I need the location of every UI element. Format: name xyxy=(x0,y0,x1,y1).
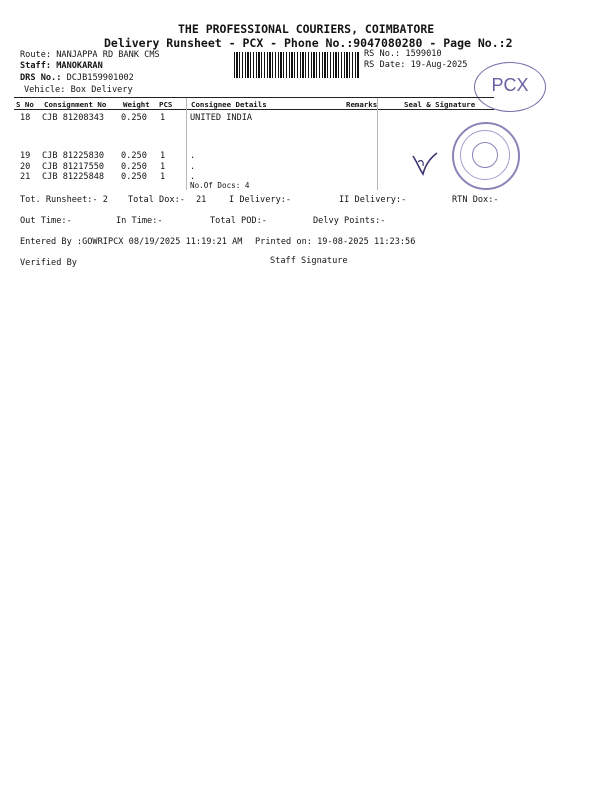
printed-on: Printed on: 19-08-2025 11:23:56 xyxy=(255,237,416,247)
row-20-details: . xyxy=(190,162,196,172)
signature-mark xyxy=(410,150,440,176)
divider-remarks xyxy=(377,98,378,190)
table-header-border xyxy=(14,109,494,110)
row-19-weight: 0.250 xyxy=(121,151,147,161)
route-label: Route: NANJAPPA RD BANK CMS xyxy=(20,50,160,60)
row-21-details: . xyxy=(190,172,196,182)
col-remarks: Remarks xyxy=(346,100,378,109)
rs-date: RS Date: 19-Aug-2025 xyxy=(364,60,468,70)
row-19-cn: CJB 81225830 xyxy=(42,151,105,161)
sheet-title: Delivery Runsheet - PCX - Phone No.:9047080280 - Page No.:2 xyxy=(104,36,513,50)
row-18-pcs: 1 xyxy=(160,113,166,123)
i-delivery: I Delivery:- xyxy=(229,195,292,205)
barcode xyxy=(234,52,360,78)
col-consignee: Consignee Details xyxy=(191,100,267,109)
col-pcs: PCS xyxy=(159,100,173,109)
verified-by: Verified By xyxy=(20,258,77,268)
row-20-weight: 0.250 xyxy=(121,162,147,172)
row-21-pcs: 1 xyxy=(160,172,166,182)
in-time: In Time:- xyxy=(116,216,163,226)
staff-line xyxy=(20,61,103,71)
delvy-points: Delvy Points:- xyxy=(313,216,386,226)
row-18-weight: 0.250 xyxy=(121,113,147,123)
total-pod: Total POD:- xyxy=(210,216,267,226)
pcx-stamp xyxy=(474,62,546,112)
col-weight: Weight xyxy=(123,100,150,109)
staff-label: Staff: xyxy=(20,61,57,71)
row-20-sno: 20 xyxy=(20,162,31,172)
divider-consignee xyxy=(186,98,187,190)
col-seal-signature: Seal & Signature xyxy=(404,100,476,109)
staff-name: MANOKARAN xyxy=(56,61,103,71)
row-18-cn: CJB 81208343 xyxy=(42,113,105,123)
total-dox-label: Total Dox:- xyxy=(128,195,185,205)
entered-by: Entered By :GOWRIPCX 08/19/2025 11:19:21 AM xyxy=(20,237,243,247)
row-21-weight: 0.250 xyxy=(121,172,147,182)
col-sno: S No xyxy=(16,100,34,109)
drs-label: DRS No.: xyxy=(20,73,67,83)
row-21-sno: 21 xyxy=(20,172,31,182)
col-consignment: Consignment No xyxy=(44,100,107,109)
rs-number: RS No.: 1599010 xyxy=(364,49,442,59)
row-20-cn: CJB 81217550 xyxy=(42,162,105,172)
row-19-details: . xyxy=(190,151,196,161)
row-19-sno: 19 xyxy=(20,151,31,161)
row-20-pcs: 1 xyxy=(160,162,166,172)
row-19-pcs: 1 xyxy=(160,151,166,161)
drs-line xyxy=(20,73,134,83)
staff-signature: Staff Signature xyxy=(270,256,348,266)
out-time: Out Time:- xyxy=(20,216,72,226)
ii-delivery: II Delivery:- xyxy=(339,195,407,205)
total-dox-value: 21 xyxy=(196,195,207,205)
company-title: THE PROFESSIONAL COURIERS, COIMBATORE xyxy=(178,22,435,36)
rtn-dox: RTN Dox:- xyxy=(452,195,499,205)
vehicle-label: Vehicle: Box Delivery xyxy=(24,85,133,95)
drs-number: DCJB159901002 xyxy=(66,73,134,83)
row-21-cn: CJB 81225848 xyxy=(42,172,105,182)
row-18-details: UNITED INDIA xyxy=(190,113,253,123)
round-seal xyxy=(452,122,520,190)
row-18-sno: 18 xyxy=(20,113,31,123)
tot-runsheet: Tot. Runsheet:- 2 xyxy=(20,195,108,205)
table-top-border xyxy=(14,97,494,98)
docs-count: No.Of Docs: 4 xyxy=(190,181,250,190)
pcx-stamp-text: PCX xyxy=(491,75,529,95)
